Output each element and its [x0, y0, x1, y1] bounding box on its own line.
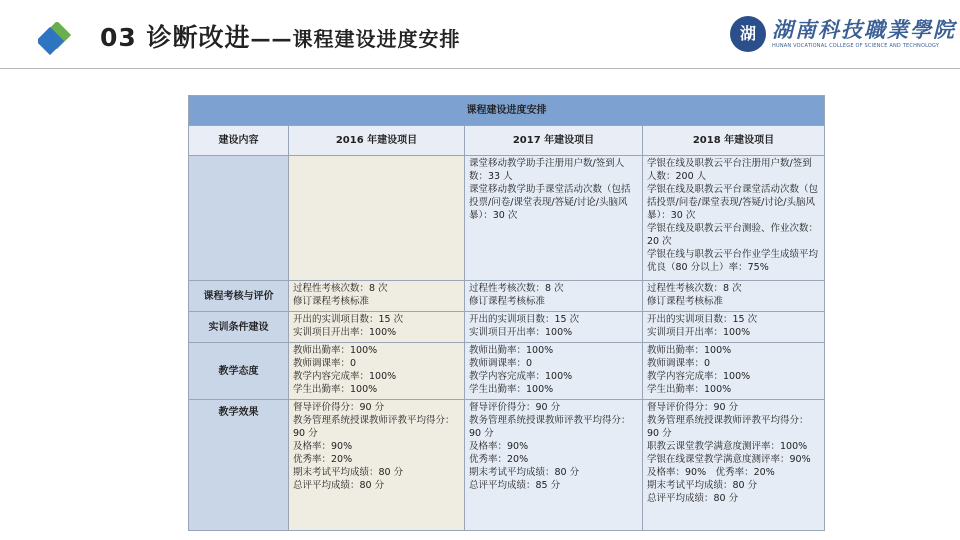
cell-2016 [289, 156, 465, 281]
table-row [189, 156, 825, 281]
cell-line: 教师调课率：0 [647, 358, 711, 369]
row-label: 实训条件建设 [189, 312, 289, 343]
cell-2016 [289, 400, 465, 531]
cell-line: 实训项目开出率：100% [647, 327, 751, 338]
college-logo [730, 14, 956, 58]
cell-line: 优秀率：20% [469, 454, 529, 465]
cell-2017 [465, 281, 643, 312]
section-number: 03 [100, 23, 137, 52]
cell-line: 期末考试平均成绩：80 分 [469, 467, 580, 478]
slide-header [0, 0, 960, 72]
cell-line: 学银在线及职教云平台课堂活动次数（包括投票/问卷/课堂表现/答疑/讨论/头脑风暴）：30 次 [647, 184, 819, 221]
column-header: 2017 年建设项目 [465, 126, 643, 156]
cell-2017 [465, 312, 643, 343]
cell-line: 实训项目开出率：100% [293, 327, 397, 338]
cell-line: 督导评价得分：90 分 [647, 402, 739, 413]
course-schedule-table [188, 95, 825, 531]
row-label: 教学态度 [189, 343, 289, 400]
cell-line: 学银在线课堂教学满意度测评率：90% [647, 454, 811, 465]
table-row [189, 312, 825, 343]
cell-line: 学生出勤率：100% [293, 384, 378, 395]
table-row [189, 343, 825, 400]
column-header: 2016 年建设项目 [289, 126, 465, 156]
cell-2017 [465, 400, 643, 531]
cell-line: 督导评价得分：90 分 [469, 402, 561, 413]
cell-line: 过程性考核次数：8 次 [469, 283, 564, 294]
cell-line: 学生出勤率：100% [647, 384, 732, 395]
cell-line: 修订课程考核标准 [647, 296, 724, 307]
cell-line: 开出的实训项目数：15 次 [469, 314, 580, 325]
cell-line: 学银在线与职教云平台作业学生成绩平均优良（80 分以上）率：75% [647, 249, 819, 273]
cell-line: 实训项目开出率：100% [469, 327, 573, 338]
cell-2016 [289, 281, 465, 312]
title-sub: ——课程建设进度安排 [250, 27, 461, 51]
cell-line: 及格率：90% [293, 441, 353, 452]
cell-line: 学生出勤率：100% [469, 384, 554, 395]
cell-line: 学银在线及职教云平台测验、作业次数：20 次 [647, 223, 819, 247]
cell-line: 优秀率：20% [293, 454, 353, 465]
cell-line: 过程性考核次数：8 次 [293, 283, 388, 294]
cell-2018 [643, 281, 825, 312]
cell-line: 教务管理系统授课教师评教平均得分：90 分 [647, 415, 809, 439]
table-header-row [189, 126, 825, 156]
cell-line: 教师调课率：0 [469, 358, 533, 369]
cell-line: 开出的实训项目数：15 次 [647, 314, 758, 325]
cell-line: 教务管理系统授课教师评教平均得分：90 分 [469, 415, 631, 439]
cell-line: 教学内容完成率：100% [647, 371, 751, 382]
cell-line: 课堂移动教学助手课堂活动次数（包括投票/问卷/课堂表现/答疑/讨论/头脑风暴）：30 次 [469, 184, 631, 221]
cell-line: 总评平均成绩：80 分 [293, 480, 385, 491]
cell-line: 修订课程考核标准 [293, 296, 370, 307]
cell-2018 [643, 343, 825, 400]
cell-line: 教务管理系统授课教师评教平均得分：90 分 [293, 415, 455, 439]
cell-line: 总评平均成绩：80 分 [647, 493, 739, 504]
cell-line: 教师出勤率：100% [647, 345, 732, 356]
cell-line: 教师出勤率：100% [293, 345, 378, 356]
column-header: 2018 年建设项目 [643, 126, 825, 156]
cell-line: 及格率：90% [469, 441, 529, 452]
cell-2018 [643, 312, 825, 343]
cell-line: 教学内容完成率：100% [469, 371, 573, 382]
cell-line: 教师出勤率：100% [469, 345, 554, 356]
row-label: 教学效果 [189, 400, 289, 531]
diamond-logo-icon [38, 22, 72, 56]
cell-2016 [289, 312, 465, 343]
table-row [189, 281, 825, 312]
cell-line: 督导评价得分：90 分 [293, 402, 385, 413]
cell-line: 教师调课率：0 [293, 358, 357, 369]
college-name-en: HUNAN VOCATIONAL COLLEGE OF SCIENCE AND TECHNOLOGY [772, 43, 940, 49]
cell-2017 [465, 343, 643, 400]
cell-2017 [465, 156, 643, 281]
cell-line: 及格率：90% 优秀率：20% [647, 467, 775, 478]
cell-line: 总评平均成绩：85 分 [469, 480, 561, 491]
table-title: 课程建设进度安排 [189, 96, 825, 126]
cell-line: 过程性考核次数：8 次 [647, 283, 742, 294]
cell-2018 [643, 400, 825, 531]
cell-line: 修订课程考核标准 [469, 296, 546, 307]
title-main: 诊断改进 [146, 23, 251, 52]
cell-line: 学银在线及职教云平台注册用户数/签到人数：200 人 [647, 158, 812, 182]
cell-line: 期末考试平均成绩：80 分 [293, 467, 404, 478]
cell-2018 [643, 156, 825, 281]
college-name-cn: 湖南科技職業學院 [772, 17, 956, 42]
cell-line: 教学内容完成率：100% [293, 371, 397, 382]
cell-line: 开出的实训项目数：15 次 [293, 314, 404, 325]
cell-line: 期末考试平均成绩：80 分 [647, 480, 758, 491]
column-header: 建设内容 [189, 126, 289, 156]
slide-title [100, 18, 461, 54]
row-label [189, 156, 289, 281]
college-seal-icon: 湖 [730, 16, 766, 52]
cell-line: 职教云课堂教学满意度测评率：100% [647, 441, 808, 452]
table-title-row [189, 96, 825, 126]
header-divider [0, 68, 960, 69]
cell-2016 [289, 343, 465, 400]
row-label: 课程考核与评价 [189, 281, 289, 312]
table-row [189, 400, 825, 531]
cell-line: 课堂移动教学助手注册用户数/签到人数：33 人 [469, 158, 625, 182]
